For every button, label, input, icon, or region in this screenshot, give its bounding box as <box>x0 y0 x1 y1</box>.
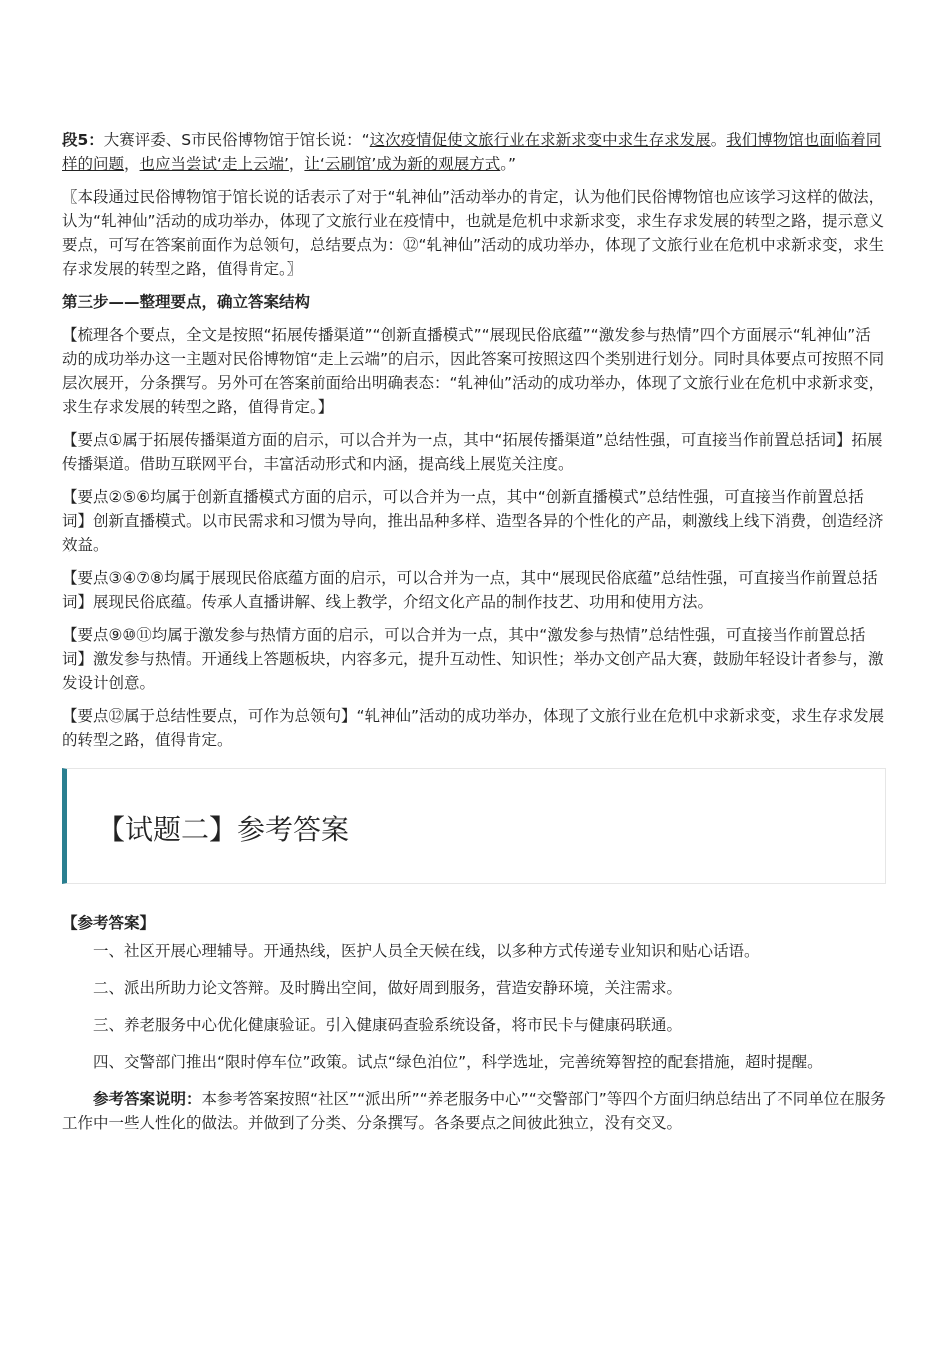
summary-paragraph: 【梳理各个要点，全文是按照“拓展传播渠道”“创新直播模式”“展现民俗底蕴”“激发参与热情”四个方面展示“轧神仙”活动的成功举办这一主题对民俗博物馆“走上云端”的启示，因此答案可按照这四个类别进行划分。同时具体要点可按照不同层次展开，分条撰写。另外可在答案前面给出明确表态：“轧神仙”活动的成功举办，体现了文旅行业在危机中求新求变，求生存求发展的转型之路，值得肯定。】 <box>62 326 885 416</box>
segment5-comma-1: ， <box>124 155 140 173</box>
answer-title: 【参考答案】 <box>62 914 156 932</box>
segment5-analysis: 〖本段通过民俗博物馆于馆长说的话表示了对于“轧神仙”活动举办的肯定，认为他们民俗博物馆也应该学习这样的做法，认为“轧神仙”活动的成功举办，体现了文旅行业在疫情中，也就是危机中求新求变，求生存求发展的转型之路，提示意义要点，可写在答案前面作为总领句，总结要点为：⑫“轧神仙”活动的成功举办，体现了文旅行业在危机中求新求变，求生存求发展的转型之路，值得肯定。〗 <box>62 188 885 278</box>
answer-explanation-label: 参考答案说明： <box>93 1090 202 1108</box>
point-paragraph: 【要点①属于拓展传播渠道方面的启示，可以合并为一点，其中“拓展传播渠道”总结性强，可直接当作前置总括词】拓展传播渠道。借助互联网平台，丰富活动形式和内涵，提高线上展览关注度。 <box>62 431 883 473</box>
point-paragraph: 【要点⑫属于总结性要点，可作为总领句】“轧神仙”活动的成功举办，体现了文旅行业在危机中求新求变，求生存求发展的转型之路，值得肯定。 <box>62 707 885 749</box>
segment5-intro: 大赛评委、S市民俗博物馆于馆长说：“ <box>103 131 370 149</box>
section-heading: 【试题二】参考答案 <box>97 813 350 846</box>
answer-item: 二、派出所助力论文答辩。及时腾出空间，做好周到服务，营造安静环境，关注需求。 <box>93 979 683 997</box>
point-paragraph: 【要点②⑤⑥均属于创新直播模式方面的启示，可以合并为一点，其中“创新直播模式”总结性强，可直接当作前置总括词】创新直播模式。以市民需求和习惯为导向，推出品种多样、造型各异的个性化的产品，刺激线上线下消费，创造经济效益。 <box>62 488 884 554</box>
answer-item: 三、养老服务中心优化健康验证。引入健康码查验系统设备，将市民卡与健康码联通。 <box>93 1016 683 1034</box>
point-paragraph: 【要点③④⑦⑧均属于展现民俗底蕴方面的启示，可以合并为一点，其中“展现民俗底蕴”总结性强，可直接当作前置总括词】展现民俗底蕴。传承人直播讲解、线上教学，介绍文化产品的制作技艺、功用和使用方法。 <box>62 569 878 611</box>
answer-explanation-text: 本参考答案按照“社区”“派出所”“养老服务中心”“交警部门”等四个方面归纳总结出了不同单位在服务工作中一些人性化的做法。并做到了分类、分条撰写。各条要点之间彼此独立，没有交叉。 <box>62 1090 886 1132</box>
answer-item: 一、社区开展心理辅导。开通热线，医护人员全天候在线，以多种方式传递专业知识和贴心话语。 <box>93 942 760 960</box>
section-heading-box <box>62 768 886 884</box>
segment5-quote-underlined-2: 我们博物馆也面临着同样的问题 <box>62 131 882 173</box>
answer-explanation <box>62 1087 886 1135</box>
segment5-comma-2: ， <box>288 155 305 173</box>
segment5-closing: 。” <box>500 155 517 173</box>
step3-title: 第三步——整理要点，确立答案结构 <box>62 293 311 311</box>
segment5-quote-underlined-4: 让‘云刷馆’成为新的观展方式 <box>304 155 501 173</box>
segment5-label: 段5： <box>62 131 104 149</box>
point-paragraph: 【要点⑨⑩⑪均属于激发参与热情方面的启示，可以合并为一点，其中“激发参与热情”总结性强，可直接当作前置总括词】激发参与热情。开通线上答题板块，内容多元，提升互动性、知识性；举办文创产品大赛，鼓励年轻设计者参与，激发设计创意。 <box>62 626 884 692</box>
segment5-quote-underlined-1: 这次疫情促使文旅行业在求新求变中求生存求发展 <box>369 131 711 149</box>
segment5-quote-underlined-3: 也应当尝试‘走上云端’ <box>139 155 289 173</box>
reference-answer <box>62 911 886 1135</box>
document-body <box>62 128 886 1135</box>
segment5-sep: 。 <box>710 131 727 149</box>
answer-item: 四、交警部门推出“限时停车位”政策。试点“绿色泊位”，科学选址，完善统筹智控的配套措施，超时提醒。 <box>93 1053 823 1071</box>
segment5-paragraph <box>62 128 886 176</box>
